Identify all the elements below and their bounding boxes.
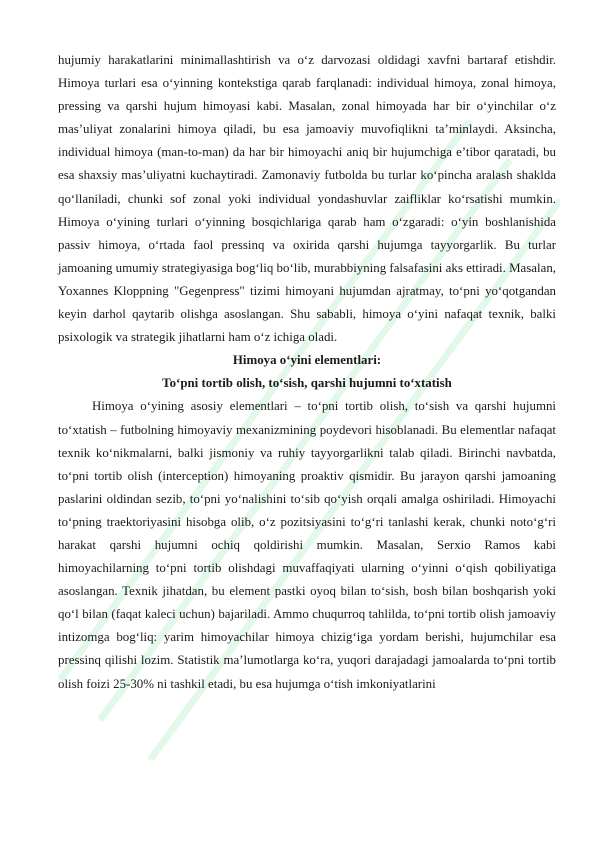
subsection-heading: To‘pni tortib olish, to‘sish, qarshi hujumni to‘xtatish [162, 376, 452, 391]
document-page [58, 49, 556, 696]
paragraph-1: hujumiy harakatlarini minimallashtirish va o‘z darvozasi oldidagi xavfni bartaraf etishdir. Himoya turlari esa o‘yinning kontekstiga qarab farqlanadi: individual himoya, zonal himoya, pressing va qarshi hujum himoyasi kabi. Masalan, zonal himoyada har bir o‘yinchilar o‘z mas’uliyat zonalarini himoya qiladi, bu esa jamoaviy muvofiqlikni ta’minlaydi. Aksincha, individual himoya (man-to-man) da har bir himoyachi aniq bir hujumchiga e’tibor qaratadi, bu esa shaxsiy mas’uliyatni kuchaytiradi. Zamonaviy futbolda bu turlar ko‘pincha aralash shaklda qo‘llaniladi, chunki sof zonal yoki individual yondashuvlar zaifliklar ko‘rsatishi mumkin. Himoya o‘yining turlari o‘yinning bosqichlariga qarab ham o‘zgaradi: o‘yin boshlanishida passiv himoya, o‘rtada faol pressinq va oxirida qarshi hujumga tayyorgarlik. Bu turlar jamoaning umumiy strategiyasiga bog‘liq bo‘lib, murabbiyning falsafasini aks ettiradi. Masalan, Yoxannes Kloppning "Gegenpress" tizimi himoyani hujumdan ajratmay, to‘pni yo‘qotgandan keyin darhol qaytarib olishga asoslangan. Shu sababli, himoya o‘yini nafaqat texnik, balki psixologik va strategik jihatlarni ham o‘z ichiga oladi. [58, 53, 556, 345]
section-heading: Himoya o‘yini elementlari: [232, 353, 382, 368]
paragraph-2: Himoya o‘yining asosiy elementlari – to‘pni tortib olish, to‘sish va qarshi hujumni to‘xtatish – futbolning himoyaviy mexanizmining poydevori hisoblanadi. Bu elementlar nafaqat texnik ko‘nikmalarni, balki jismoniy va ruhiy tayyorgarlikni talab qiladi. Birinchi navbatda, to‘pni tortib olish (interception) himoyaning proaktiv qismidir. Bu jarayon qarshi jamoaning paslarini oldindan sezib, to‘pni yo‘nalishini to‘sib qo‘yish orqali amalga oshiriladi. Himoyachi to‘pning traektoriyasini hisobga olib, o‘z pozitsiyasini to‘g‘ri tanlashi kerak, chunki noto‘g‘ri harakat qarshi hujumni ochiq qoldirishi mumkin. Masalan, Serxio Ramos kabi himoyachilarning to‘pni tortib olishdagi muvaffaqiyati ularning o‘yinni o‘qish qobiliyatiga asoslangan. Texnik jihatdan, bu element pastki oyoq bilan to‘sish, bosh bilan boshqarish yoki qo‘l bilan (faqat kaleci uchun) bajariladi. Ammo chuqurroq tahlilda, to‘pni tortib olish jamoaviy intizomga bog‘liq: yarim himoyachilar himoya chizig‘iga yordam berishi, hujumchilar esa pressinq qilishi lozim. Statistik ma’lumotlarga ko‘ra, yuqori darajadagi jamoalarda to‘pni tortib olish foizi 25-30% ni tashkil etadi, bu esa hujumga o‘tish imkoniyatlarini [58, 399, 556, 691]
